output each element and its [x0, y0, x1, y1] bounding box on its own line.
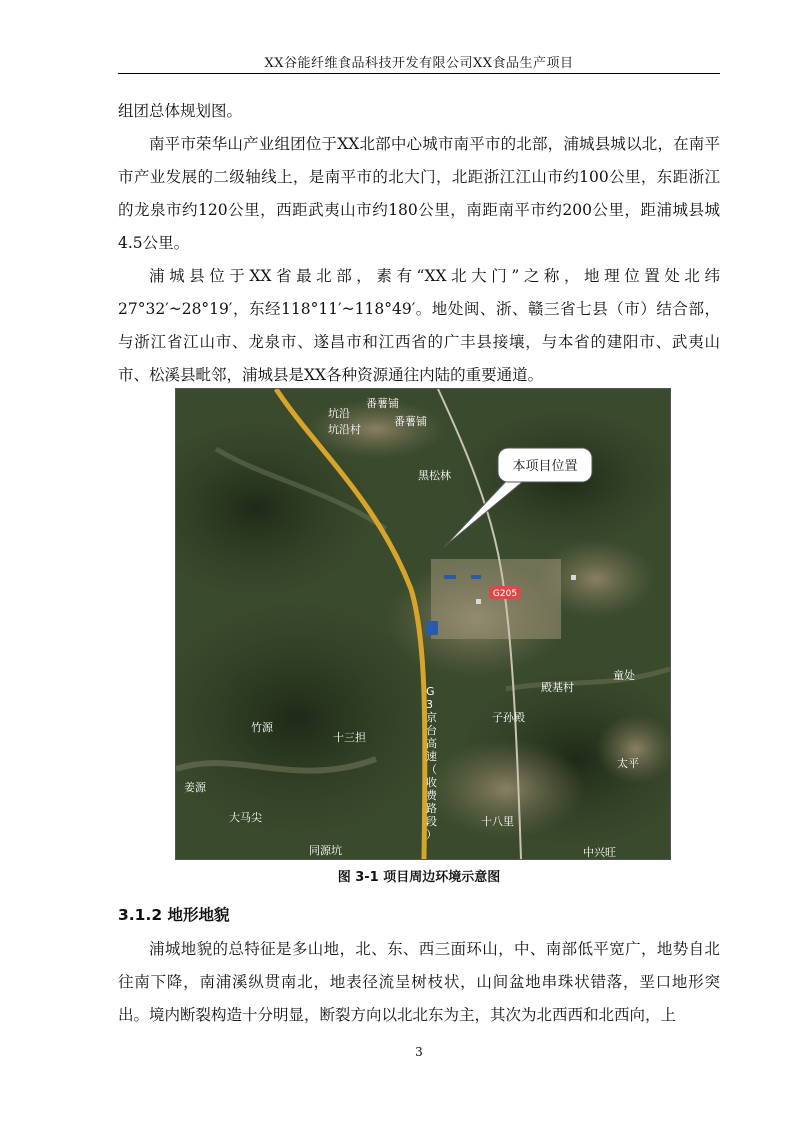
highway-char: 收	[426, 776, 437, 789]
paragraph-intro: 组团总体规划图。	[118, 102, 243, 120]
map-label-zhongxingwang: 中兴旺	[583, 846, 616, 859]
map-label-taiping: 太平	[617, 757, 639, 770]
map-label-shisandan: 十三担	[333, 731, 366, 744]
section-heading: 3.1.2 地形地貌	[118, 906, 230, 924]
highway-char: 费	[426, 789, 437, 802]
road-badge-text: G205	[492, 589, 518, 599]
paragraph-location: 南平市荣华山产业组团位于XX北部中心城市南平市的北部，浦城县城以北，在南平市产业发展的二级轴线上，是南平市的北大门，北距浙江江山市约100公里，东距浙江的龙泉市约120公里，西距武夷山市约180公里，南距南平市约200公里，距浦城县城4.5公里。	[118, 135, 720, 252]
map-label-zisundian: 子孙殿	[492, 711, 525, 724]
map-label-shibali: 十八里	[481, 815, 514, 828]
paragraph-county: 浦城县位于XX省最北部，素有“XX北大门”之称，地理位置处北纬27°32′~28°19′，东经118°11′~118°49′。地处闽、浙、赣三省七县（市）结合部，与浙江省江山市、龙泉市、遂昌市和江西省的广丰县接壤，与本省的建阳市、武夷山市、松溪县毗邻，浦城县是XX各种资源通往内陆的重要通道。	[118, 267, 720, 384]
map-label-heisonglin: 黑松林	[418, 469, 451, 482]
highway-char: 高	[426, 737, 437, 750]
highway-char: 段	[426, 815, 437, 828]
paragraph-terrain: 浦城地貌的总特征是多山地，北、东、西三面环山，中、南部低平宽广，地势自北往南下降，南浦溪纵贯南北，地表径流呈树枝状，山间盆地串珠状错落，垩口地形突出。境内断裂构造十分明显，断裂方向以北北东为主，其次为北西西和北西向，上	[118, 940, 720, 1024]
highway-char: 路	[426, 802, 437, 815]
page-number: 3	[415, 1045, 423, 1059]
highway-char: （	[426, 763, 437, 776]
map-label-tongyuankeng: 同源坑	[309, 844, 342, 857]
highway-char: ）	[426, 828, 437, 841]
map-label-dianjicun: 殿基村	[541, 681, 574, 694]
map-label-kengyancun: 坑沿村	[328, 423, 361, 436]
highway-char: 京	[426, 711, 437, 724]
map-label-kengyan: 坑沿	[328, 407, 350, 420]
map-label-damajian: 大马尖	[229, 811, 262, 824]
highway-char: 速	[426, 750, 437, 763]
figure-caption: 图 3-1 项目周边环境示意图	[337, 870, 501, 885]
map-label-fanshupu-2: 番薯铺	[394, 415, 427, 428]
map-label-fanshupu-1: 番薯铺	[366, 397, 399, 410]
satellite-map	[175, 388, 671, 860]
map-graphic	[176, 389, 670, 859]
highway-char: G	[426, 685, 435, 698]
callout-text: 本项目位置	[512, 459, 578, 474]
highway-char: 3	[426, 698, 433, 711]
header-rule	[118, 73, 720, 74]
highway-char: 台	[426, 724, 437, 737]
map-label-tongchu: 童处	[613, 669, 635, 682]
page-header: XX谷能纤维食品科技开发有限公司XX食品生产项目	[264, 56, 574, 71]
map-label-zhuyuan: 竹源	[251, 721, 273, 734]
map-label-jiangyuan: 姜源	[184, 781, 206, 794]
